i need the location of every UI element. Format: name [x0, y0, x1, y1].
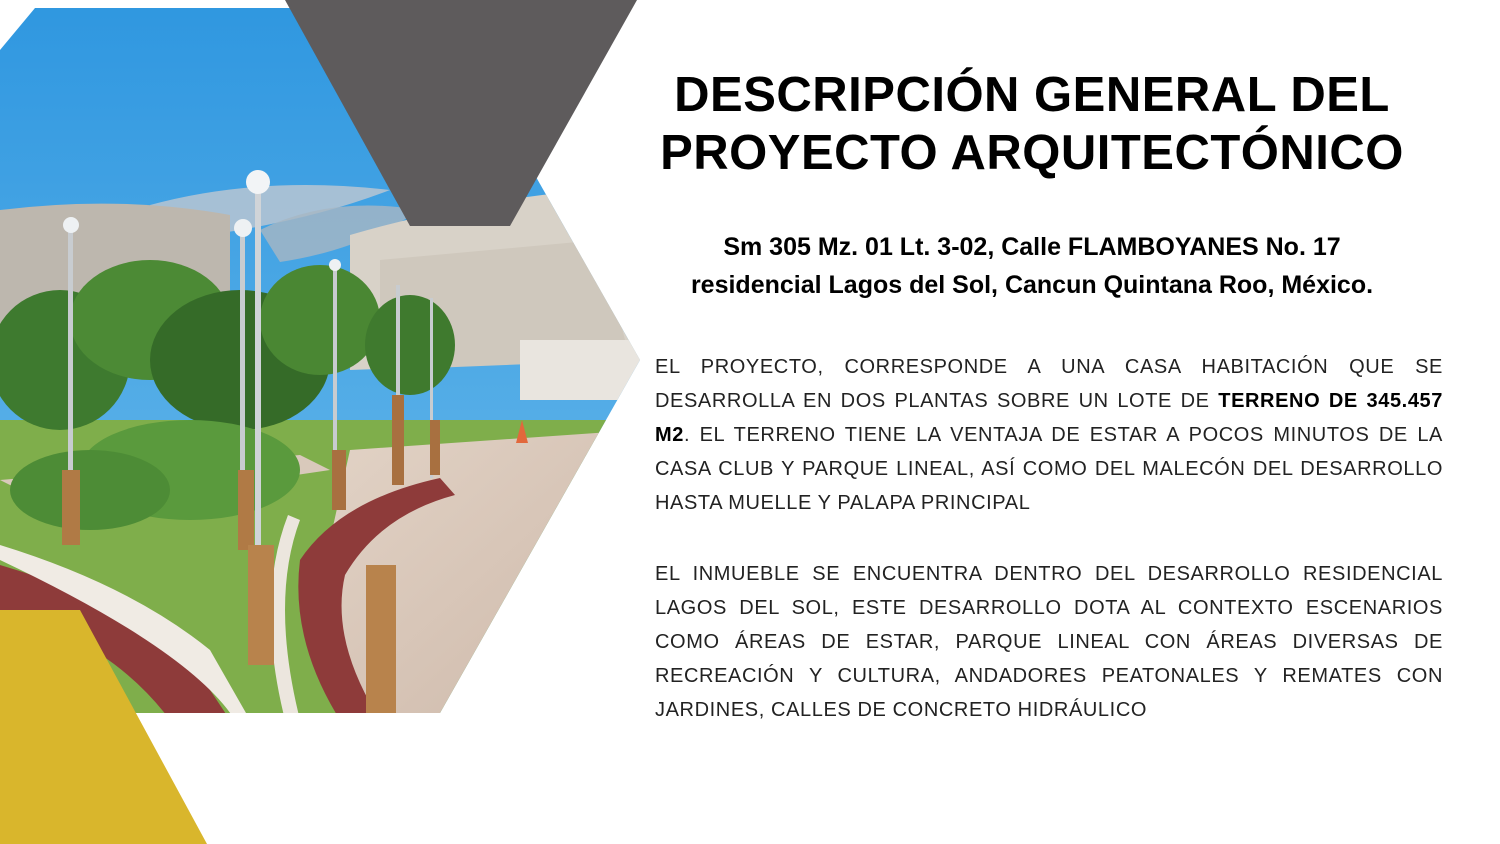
title-line-1: DESCRIPCIÓN GENERAL DEL — [674, 68, 1390, 122]
development-description-paragraph: EL INMUEBLE SE ENCUENTRA DENTRO DEL DESARROLLO RESIDENCIAL LAGOS DEL SOL, ESTE DESARROLLO DOTA AL CONTEXTO ESCENARIOS COMO ÁREAS DE ESTAR, PARQUE LINEAL CON ÁREAS DIVERSAS DE RECREACIÓN Y CULTURA, ANDADORES PEATONALES Y REMATES CON JARDINES, CALLES DE CONCRETO HIDRÁULICO — [655, 563, 1443, 721]
paragraph1-land-area: TERRENO DE 345.457 M2 — [655, 390, 1443, 446]
paragraph1-text-start: EL PROYECTO, CORRESPONDE A UNA CASA HABITACIÓN QUE SE DESARROLLA EN DOS PLANTAS SOBRE UN LOTE DE — [655, 356, 1443, 412]
paragraph1-text-end: . EL TERRENO TIENE LA VENTAJA DE ESTAR A POCOS MINUTOS DE LA CASA CLUB Y PARQUE LINEAL, ASÍ COMO DEL MALECÓN DEL DESARROLLO HASTA MUELLE Y PALAPA PRINCIPAL — [655, 424, 1443, 514]
address-block — [640, 228, 1424, 304]
project-description-paragraph — [655, 350, 1443, 520]
address-line-2: residencial Lagos del Sol, Cancun Quintana Roo, México. — [690, 271, 1374, 299]
title-line-2: PROYECTO ARQUITECTÓNICO — [660, 126, 1404, 180]
page-title — [640, 66, 1424, 182]
address-line-1: Sm 305 Mz. 01 Lt. 3-02, Calle FLAMBOYANES No. 17 — [723, 233, 1341, 261]
